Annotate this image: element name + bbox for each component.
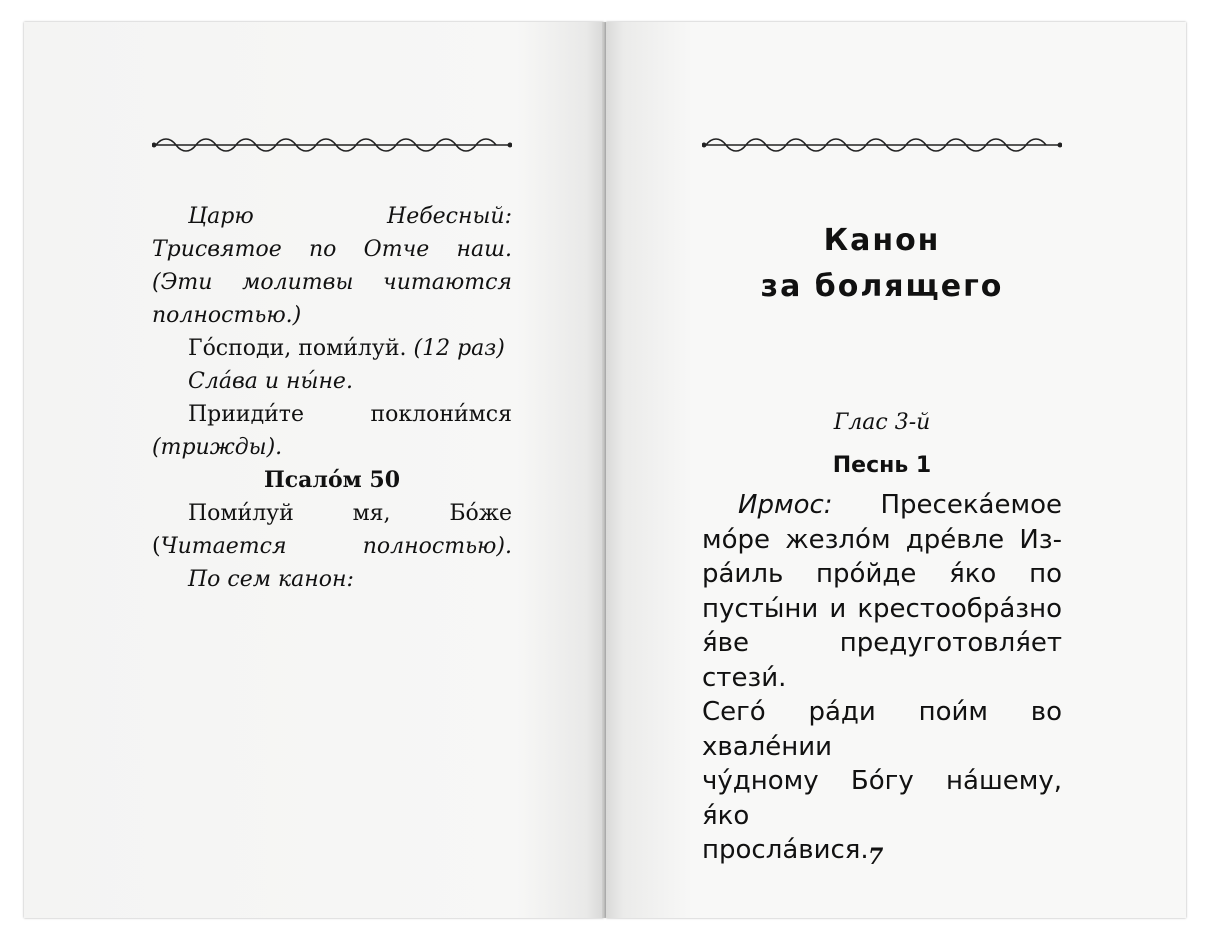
canon-title	[702, 218, 1062, 310]
title-line-2: за болящего	[760, 269, 1004, 304]
irmos-label: Ирмос:	[738, 490, 833, 520]
paragraph-priidite	[152, 398, 512, 464]
paragraph-text: Сла́ва и ны́не.	[188, 369, 353, 394]
right-page-text	[702, 218, 1062, 868]
irmos-text	[702, 488, 1062, 868]
page-number: 7	[868, 844, 884, 870]
heading-text: Псало́м 50	[264, 467, 400, 493]
paragraph-gospodi	[152, 332, 512, 365]
paragraph-slava	[152, 365, 512, 398]
irmos-line-text: Пресека́емое	[880, 490, 1062, 520]
right-page	[606, 22, 1186, 918]
irmos-line	[702, 488, 1062, 523]
irmos-line: пусты́ни и крестообра́зно	[702, 593, 1062, 624]
irmos-line: мо́ре жезло́м дре́вле Из-	[702, 524, 1062, 555]
left-page	[24, 22, 604, 918]
floral-ornament-icon	[152, 136, 512, 154]
paragraph-note: Читается полностью).	[160, 534, 512, 559]
title-line-1: Канон	[823, 223, 941, 258]
pesn-heading: Песнь 1	[832, 453, 932, 478]
irmos-line: просла́вися.	[702, 835, 869, 865]
irmos-line: Сего́ ра́ди пои́м во хвале́нии	[702, 697, 1062, 762]
left-page-text	[152, 200, 512, 596]
book-spread	[24, 22, 1186, 918]
paragraph-text: Го́споди, поми́луй.	[188, 336, 414, 361]
paragraph-text: По сем канон:	[188, 567, 354, 592]
paragraph-trisvyatoe	[152, 200, 512, 332]
irmos-line: чу́дному Бо́гу на́шему, я́ко	[702, 766, 1062, 831]
psalm-heading	[152, 464, 512, 497]
paragraph-po-sem	[152, 563, 512, 596]
glas-heading: Глас 3-й	[833, 410, 931, 435]
floral-ornament-icon	[702, 136, 1062, 154]
paragraph-text: Прииди́те поклони́мся	[188, 402, 512, 427]
paragraph-text: Царю Небесный: Трисвятое по Отче наш. (Эти молитвы читаются полностью.)	[152, 204, 512, 328]
irmos-line: ра́иль про́йде я́ко по	[702, 559, 1062, 589]
irmos-line: я́ве предуготовля́ет стези́.	[702, 628, 1062, 693]
paragraph-note: (трижды).	[152, 435, 283, 460]
paragraph-text: Поми́луй мя, Бо́же (	[152, 501, 512, 559]
paragraph-pomiluy	[152, 497, 512, 563]
paragraph-note: (12 раз)	[413, 336, 505, 361]
